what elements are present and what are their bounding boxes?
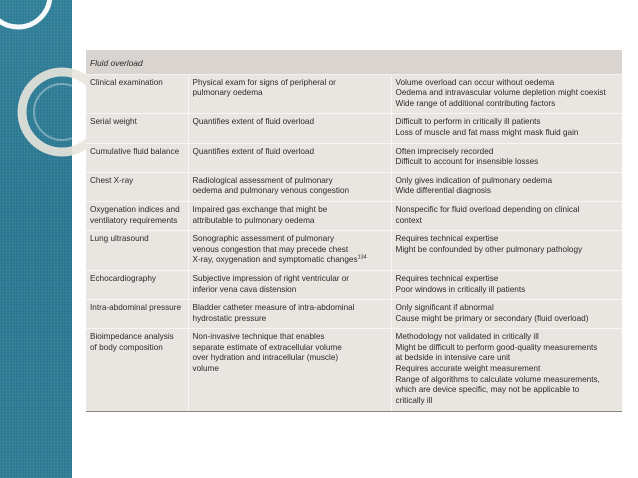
table-header-row [86,50,622,74]
cell-text-line: Impaired gas exchange that might be [192,204,328,214]
cell-text-line: Loss of muscle and fat mass might mask fluid gain [395,127,579,137]
row-limitations-cell [391,300,622,329]
slide-sidebar [0,0,72,478]
cell-text-line: Oedema and intravascular volume depletion might coexist [395,88,606,98]
cell-text-line: X-ray, oxygenation and symptomatic changes$^{134}$ [192,254,367,265]
row-description-cell [188,329,391,412]
reference-superscript: 134 [357,254,367,261]
row-limitations-cell [391,270,622,299]
cell-text-line: Only gives indication of pulmonary oedema [395,175,553,185]
fluid-overload-table-container [86,50,622,412]
table-row [86,201,622,230]
cell-text-line: context [395,215,422,225]
cell-text-line: Intra-abdominal pressure [90,303,182,313]
table-row [86,300,622,329]
cell-text-line: Requires accurate weight measurement [395,364,541,374]
cell-text-line: Might be confounded by other pulmonary pathology [395,244,583,254]
cell-text-line: Often imprecisely recorded [395,146,494,156]
row-label-cell [86,300,188,329]
cell-text-line: Difficult to perform in critically ill patients [395,117,541,127]
cell-text-line: Serial weight [90,117,137,127]
table-row [86,143,622,172]
cell-text-line: Echocardiography [90,273,156,283]
cell-text-line: ventilatory requirements [90,215,178,225]
cell-text-line: Nonspecific for fluid overload depending on clinical [395,204,580,214]
cell-text-line: Lung ultrasound [90,234,149,244]
cell-text-line: Quantifies extent of fluid overload [192,117,315,127]
row-label-cell [86,74,188,114]
row-limitations-cell [391,114,622,143]
row-limitations-cell [391,231,622,271]
table-row [86,172,622,201]
cell-text-line: Quantifies extent of fluid overload [192,146,315,156]
row-limitations-cell [391,329,622,412]
row-limitations-cell [391,201,622,230]
table-row [86,74,622,114]
cell-text-line: hydrostatic pressure [192,313,267,323]
row-label-cell [86,329,188,412]
cell-text-line: critically ill [395,395,433,405]
row-description-cell [188,74,391,114]
cell-text-line: Subjective impression of right ventricular or [192,273,350,283]
cell-text-line: Chest X-ray [90,175,134,185]
cell-text-line: Volume overload can occur without oedema [395,77,555,87]
cell-text-line: Non-invasive technique that enables [192,332,325,342]
row-label-cell [86,143,188,172]
cell-text-line: pulmonary oedema [192,88,263,98]
row-label-cell [86,114,188,143]
table-row [86,329,622,412]
cell-text-line: over hydration and intracellular (muscle) [192,353,339,363]
cell-text-line: Sonographic assessment of pulmonary [192,234,335,244]
cell-text-line: Difficult to account for insensible losses [395,157,539,167]
cell-text-line: Radiological assessment of pulmonary [192,175,333,185]
cell-text-line: Wide range of additional contributing factors [395,98,556,108]
cell-text-line: venous congestion that may precede chest [192,244,349,254]
cell-text-line: Bladder catheter measure of intra-abdominal [192,303,355,313]
row-limitations-cell [391,172,622,201]
table-row [86,114,622,143]
row-description-cell [188,270,391,299]
row-description-cell [188,231,391,271]
row-label-cell [86,231,188,271]
row-description-cell [188,114,391,143]
row-limitations-cell [391,74,622,114]
cell-text-line: Wide differential diagnosis [395,186,491,196]
cell-text-line: separate estimate of extracellular volume [192,342,342,352]
cell-text-line: inferior vena cava distension [192,284,297,294]
cell-text-line: Oxygenation indices and [90,204,180,214]
cell-text-line: Clinical examination [90,77,163,87]
cell-text-line: Methodology not validated in critically ill [395,332,539,342]
cell-text-line: Requires technical expertise [395,234,499,244]
sidebar-texture [0,0,72,478]
row-label-cell [86,172,188,201]
cell-text-line: Range of algorithms to calculate volume measurements, [395,374,600,384]
row-description-cell [188,201,391,230]
cell-text-line: Requires technical expertise [395,273,499,283]
row-limitations-cell [391,143,622,172]
fluid-overload-table [86,50,622,412]
cell-text-line: volume [192,364,219,374]
cell-text-line: at bedside in intensive care unit [395,353,511,363]
cell-text-line: attributable to pulmonary oedema [192,215,315,225]
cell-text-line: Physical exam for signs of peripheral or [192,77,336,87]
row-description-cell [188,172,391,201]
row-description-cell [188,143,391,172]
cell-text-line: Bioimpedance analysis [90,332,174,342]
table-row [86,231,622,271]
row-description-cell [188,300,391,329]
cell-text-line: of body composition [90,342,163,352]
table-body [86,74,622,412]
cell-text-line: Cumulative fluid balance [90,146,180,156]
cell-text-line: Might be difficult to perform good-quality measurements [395,342,598,352]
cell-text-line: Only significant if abnormal [395,303,494,313]
row-label-cell [86,270,188,299]
cell-text-line: which are device specific, may not be applicable to [395,385,580,395]
cell-text-line: Poor windows in critically ill patients [395,284,526,294]
cell-text-line: Cause might be primary or secondary (fluid overload) [395,313,589,323]
table-header: Fluid overload [86,50,622,74]
cell-text-line: oedema and pulmonary venous congestion [192,186,350,196]
row-label-cell [86,201,188,230]
table-row [86,270,622,299]
